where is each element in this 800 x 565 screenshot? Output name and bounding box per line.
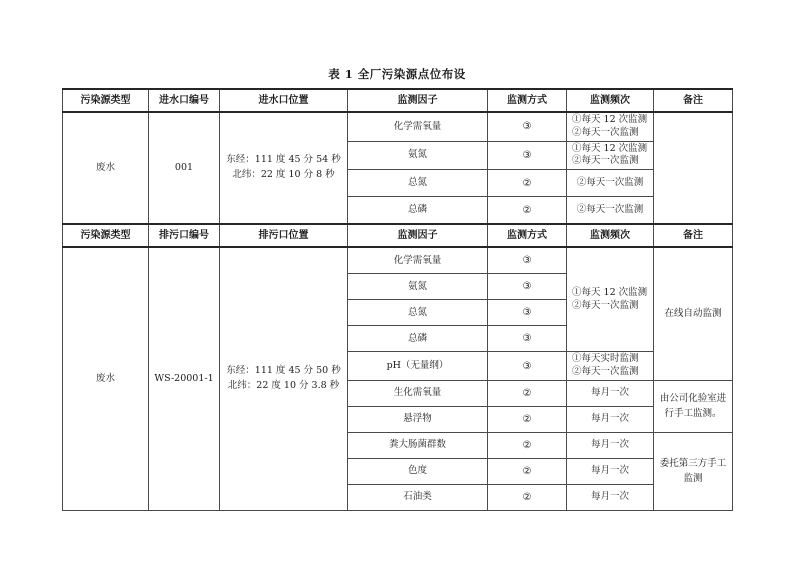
cell-method: ③ <box>488 326 567 352</box>
cell-frequency: ②每天一次监测 <box>567 170 654 197</box>
location-latitude: 北纬：22 度 10 分 8 秒 <box>232 169 335 181</box>
cell-factor: 总氮 <box>348 300 488 326</box>
cell-method: ③ <box>488 352 567 381</box>
cell-frequency <box>567 141 654 170</box>
cell-method: ② <box>488 484 567 510</box>
cell-factor: 色度 <box>348 458 488 484</box>
cell-method: ③ <box>488 112 567 141</box>
header-inlet-code: 进水口编号 <box>149 89 220 112</box>
cell-method: ② <box>488 458 567 484</box>
cell-remark <box>654 112 733 224</box>
cell-frequency: ②每天一次监测 <box>567 197 654 225</box>
cell-outlet-code: WS-20001-1 <box>149 247 220 510</box>
outlet-header-row <box>63 224 733 247</box>
header-remark: 备注 <box>654 89 733 112</box>
cell-source-type: 废水 <box>63 247 149 510</box>
cell-method: ③ <box>488 141 567 170</box>
cell-factor: 悬浮物 <box>348 406 488 432</box>
cell-source-type: 废水 <box>63 112 149 224</box>
cell-remark-lab: 由公司化验室进行手工监测。 <box>654 380 733 432</box>
cell-factor: 粪大肠菌群数 <box>348 432 488 458</box>
cell-inlet-code: 001 <box>149 112 220 224</box>
cell-factor: pH（无量纲） <box>348 352 488 381</box>
frequency-line: ①每天 12 次监测 <box>572 114 648 125</box>
header-monitor-method: 监测方式 <box>488 224 567 247</box>
cell-factor: 总磷 <box>348 197 488 225</box>
table-row <box>63 112 733 141</box>
cell-frequency <box>567 112 654 141</box>
cell-remark-third-party: 委托第三方手工监测 <box>654 432 733 510</box>
frequency-line: ①每天 12 次监测 <box>572 142 648 154</box>
location-longitude: 东经：111 度 45 分 50 秒 <box>226 365 341 377</box>
cell-frequency-merged <box>567 247 654 352</box>
cell-method: ② <box>488 432 567 458</box>
cell-method: ② <box>488 380 567 406</box>
cell-frequency: 每月一次 <box>567 458 654 484</box>
header-monitor-method: 监测方式 <box>488 89 567 112</box>
location-latitude: 北纬：22 度 10 分 3.8 秒 <box>227 380 340 392</box>
frequency-line: ②每天一次监测 <box>572 155 639 167</box>
cell-method: ③ <box>488 300 567 326</box>
cell-frequency: 每月一次 <box>567 484 654 510</box>
inlet-header-row <box>63 89 733 112</box>
frequency-line: ①每天 12 次监测 <box>572 286 648 298</box>
frequency-line: ①每天实时监测 <box>572 353 639 365</box>
header-inlet-location: 进水口位置 <box>220 89 348 112</box>
header-source-type: 污染源类型 <box>63 224 149 247</box>
cell-method: ② <box>488 406 567 432</box>
cell-method: ② <box>488 170 567 197</box>
cell-frequency: 每月一次 <box>567 380 654 406</box>
cell-frequency: 每月一次 <box>567 432 654 458</box>
header-monitor-frequency: 监测频次 <box>567 89 654 112</box>
pollution-source-table <box>62 88 733 511</box>
header-outlet-location: 排污口位置 <box>220 224 348 247</box>
cell-factor: 化学需氧量 <box>348 112 488 141</box>
cell-factor: 生化需氧量 <box>348 380 488 406</box>
header-monitor-frequency: 监测频次 <box>567 224 654 247</box>
header-monitor-factor: 监测因子 <box>348 224 488 247</box>
frequency-line: ②每天一次监测 <box>572 366 639 378</box>
cell-method: ③ <box>488 247 567 274</box>
cell-remark-auto: 在线自动监测 <box>654 247 733 380</box>
cell-method: ② <box>488 197 567 225</box>
frequency-line: ②每天一次监测 <box>572 299 639 311</box>
cell-factor: 氨氮 <box>348 141 488 170</box>
header-remark: 备注 <box>654 224 733 247</box>
cell-frequency: 每月一次 <box>567 406 654 432</box>
cell-factor: 石油类 <box>348 484 488 510</box>
cell-outlet-location <box>220 247 348 510</box>
header-outlet-code: 排污口编号 <box>149 224 220 247</box>
frequency-line: ②每天一次监测 <box>572 126 639 138</box>
cell-method: ③ <box>488 274 567 300</box>
cell-inlet-location <box>220 112 348 224</box>
header-monitor-factor: 监测因子 <box>348 89 488 112</box>
cell-factor: 总磷 <box>348 326 488 352</box>
cell-frequency <box>567 352 654 381</box>
cell-factor: 化学需氧量 <box>348 247 488 274</box>
cell-factor: 总氮 <box>348 170 488 197</box>
location-longitude: 东经：111 度 45 分 54 秒 <box>226 154 341 166</box>
table-row <box>63 247 733 274</box>
cell-factor: 氨氮 <box>348 274 488 300</box>
table-title: 表 1 全厂污染源点位布设 <box>328 67 466 81</box>
header-source-type: 污染源类型 <box>63 89 149 112</box>
